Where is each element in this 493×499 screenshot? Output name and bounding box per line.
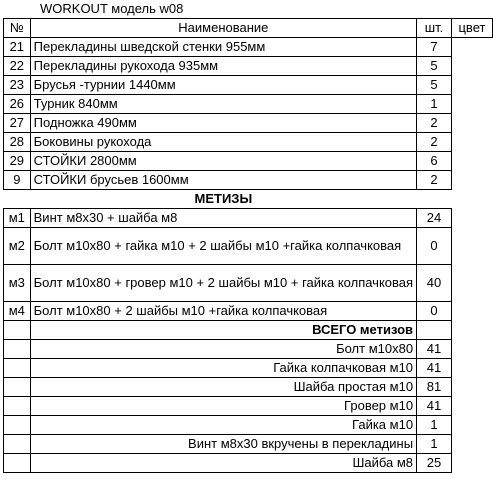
totals-qty: 1 xyxy=(417,416,452,435)
header-qty: шт. xyxy=(417,19,452,38)
header-num: № xyxy=(4,19,31,38)
item-name: Брусья -турнии 1440мм xyxy=(30,76,416,95)
item-qty: 5 xyxy=(417,76,452,95)
header-row xyxy=(4,19,493,38)
totals-name: Гайка м10 xyxy=(30,416,416,435)
item-name: Перекладины шведской стенки 955мм xyxy=(30,38,416,57)
table-row xyxy=(4,38,493,57)
totals-name: Винт м8х30 вкручены в перекладины xyxy=(30,435,416,454)
item-num: 27 xyxy=(4,114,31,133)
totals-qty: 1 xyxy=(417,435,452,454)
hardware-num: м2 xyxy=(4,228,31,265)
table-row xyxy=(4,378,493,397)
item-qty: 2 xyxy=(417,171,452,190)
table-row xyxy=(4,265,493,302)
hardware-name: Болт м10х80 + гровер м10 + 2 шайбы м10 + гайка колпачковая xyxy=(30,265,416,302)
item-name: Перекладины рукохода 935мм xyxy=(30,57,416,76)
hardware-num: м4 xyxy=(4,302,31,321)
totals-name: Гайка колпачковая м10 xyxy=(30,359,416,378)
table-row xyxy=(4,228,493,265)
item-name: СТОЙКИ 2800мм xyxy=(30,152,416,171)
item-name: СТОЙКИ брусьев 1600мм xyxy=(30,171,416,190)
spec-table xyxy=(3,18,493,473)
table-row xyxy=(4,57,493,76)
totals-name: Гровер м10 xyxy=(30,397,416,416)
item-qty: 7 xyxy=(417,38,452,57)
totals-qty: 41 xyxy=(417,340,452,359)
table-row xyxy=(4,397,493,416)
table-row xyxy=(4,359,493,378)
table-row xyxy=(4,416,493,435)
totals-qty: 41 xyxy=(417,359,452,378)
table-row xyxy=(4,95,493,114)
header-color: цвет xyxy=(451,19,492,38)
hardware-name: Болт м10х80 + 2 шайбы м10 +гайка колпачковая xyxy=(30,302,416,321)
item-name: Боковины рукохода xyxy=(30,133,416,152)
item-num: 22 xyxy=(4,57,31,76)
totals-qty: 41 xyxy=(417,397,452,416)
table-row xyxy=(4,171,493,190)
item-qty: 2 xyxy=(417,114,452,133)
table-row xyxy=(4,114,493,133)
totals-qty: 81 xyxy=(417,378,452,397)
item-qty: 1 xyxy=(417,95,452,114)
item-qty: 2 xyxy=(417,133,452,152)
table-row xyxy=(4,454,493,473)
item-num: 28 xyxy=(4,133,31,152)
totals-header-row xyxy=(4,321,493,340)
item-num: 23 xyxy=(4,76,31,95)
item-qty: 5 xyxy=(417,57,452,76)
totals-header: ВСЕГО метизов xyxy=(30,321,416,340)
totals-name: Шайба простая м10 xyxy=(30,378,416,397)
table-row xyxy=(4,76,493,95)
header-name: Наименование xyxy=(30,19,416,38)
item-name: Подножка 490мм xyxy=(30,114,416,133)
totals-name: Шайба м8 xyxy=(30,454,416,473)
hardware-num: м3 xyxy=(4,265,31,302)
item-num: 21 xyxy=(4,38,31,57)
hardware-qty: 0 xyxy=(417,228,452,265)
item-num: 9 xyxy=(4,171,31,190)
hardware-section-title: МЕТИЗЫ xyxy=(30,190,416,209)
table-row xyxy=(4,302,493,321)
table-row xyxy=(4,435,493,454)
hardware-section-row xyxy=(4,190,493,209)
item-qty: 6 xyxy=(417,152,452,171)
hardware-qty: 0 xyxy=(417,302,452,321)
item-name: Турник 840мм xyxy=(30,95,416,114)
item-num: 26 xyxy=(4,95,31,114)
table-row xyxy=(4,152,493,171)
hardware-qty: 24 xyxy=(417,209,452,228)
table-row xyxy=(4,340,493,359)
hardware-num: м1 xyxy=(4,209,31,228)
totals-name: Болт м10х80 xyxy=(30,340,416,359)
hardware-name: Винт м8х30 + шайба м8 xyxy=(30,209,416,228)
sheet-title: WORKOUT модель w08 xyxy=(40,1,184,16)
item-num: 29 xyxy=(4,152,31,171)
hardware-qty: 40 xyxy=(417,265,452,302)
hardware-name: Болт м10х80 + гайка м10 + 2 шайбы м10 +гайка колпачковая xyxy=(30,228,416,265)
totals-qty: 25 xyxy=(417,454,452,473)
table-row xyxy=(4,133,493,152)
table-row xyxy=(4,209,493,228)
